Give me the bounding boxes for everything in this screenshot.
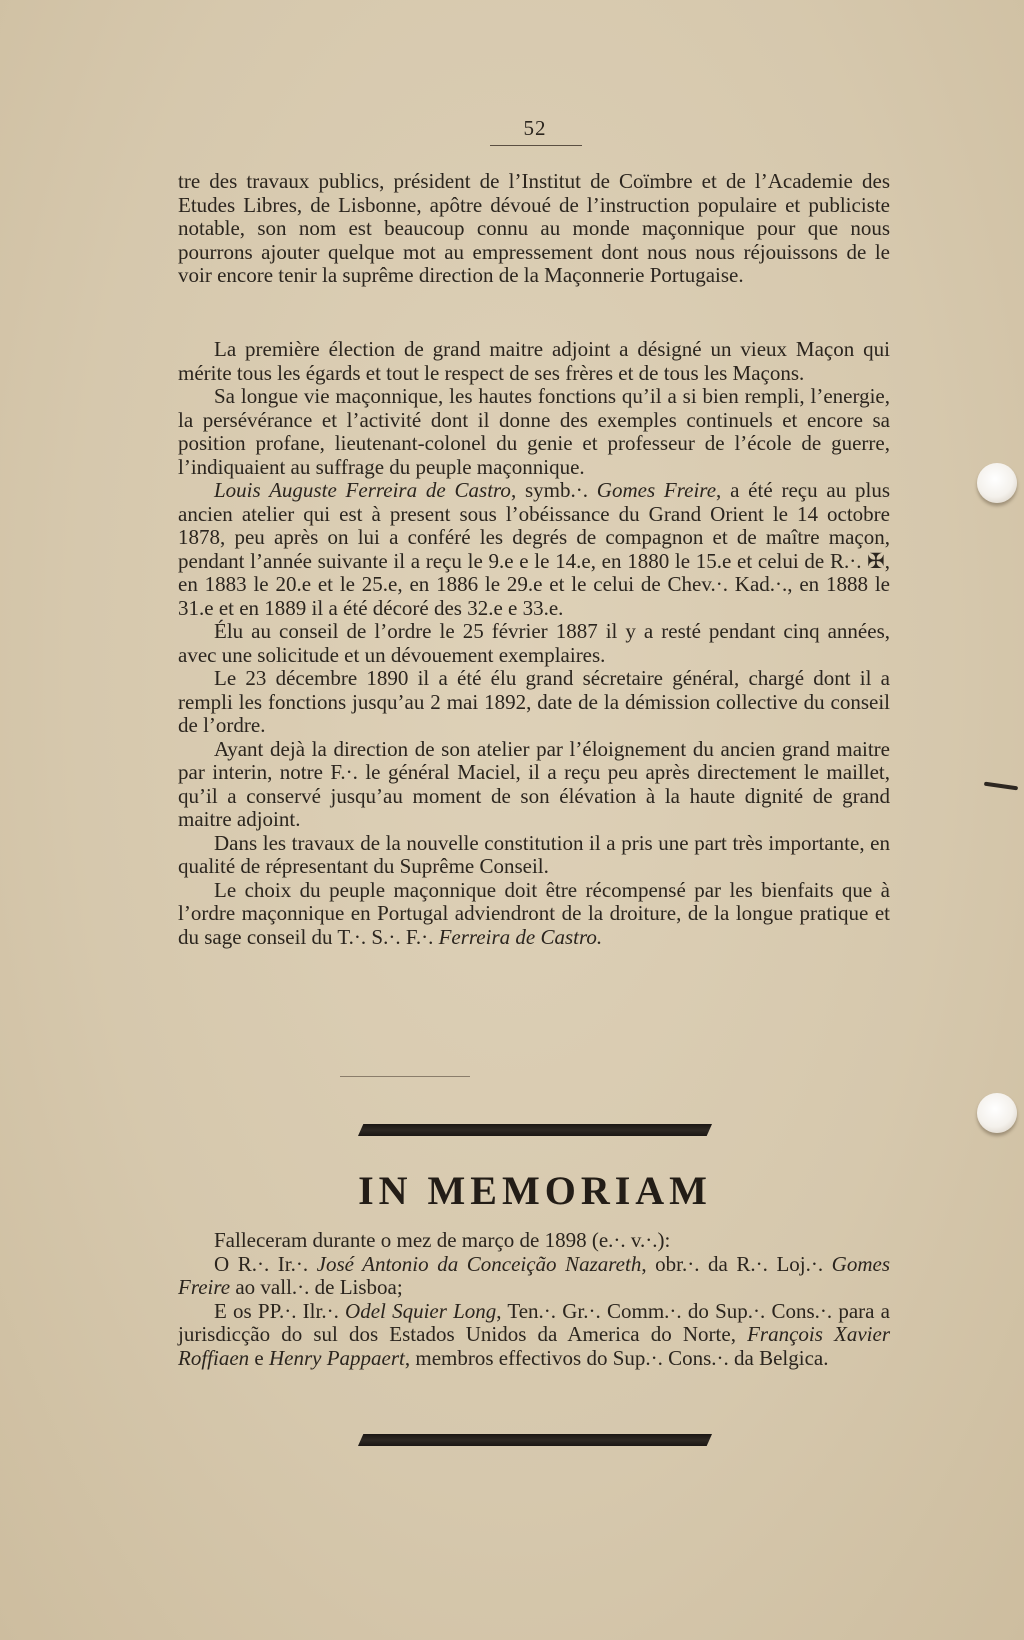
paragraph-continuation: tre des travaux publics, président de l’Institut de Coïmbre et de l’Academie des Etudes Libres, de Lisbonne, apôtre dévoué de l’instruction populaire et publiciste notable, son nom est beaucoup connu au monde maçonnique pour que nous pourrons ajouter quelque mot au empressement dont nous nous réjouissons de le voir encore tenir la suprême direction de la Maçonnerie Portugaise. [178, 169, 890, 287]
lodge-name: Gomes Freire [178, 1251, 890, 1299]
text-run: O R.·. Ir.·. [214, 1251, 317, 1276]
text-run: E os PP.·. Ilr.·. [214, 1298, 346, 1323]
opening-paragraph-block [178, 170, 890, 288]
binder-hole [977, 463, 1017, 503]
text-run: , a été reçu au plus ancien atelier qui est à present sous l’obéissance du Grand Orient le 14 octobre 1878, peu après on lui a conféré les degrés de compagnon et de maître maçon, pendant l’année suivante il a reçu le 9.e e le 14.e, en 1880 le 15.e et celui de R.·. ✠, en 1883 le 20.e et le 25.e, en 1886 le 29.e et le celui de Chev.·. Kad.·., en 1888 le 31.e et en 1889 il a été décoré des 32.e e 33.e. [178, 478, 891, 620]
paragraph-closing [178, 879, 890, 950]
edge-mark [984, 782, 1018, 791]
paragraph-council: Élu au conseil de l’ordre le 25 février 1887 il y a resté pendant cinq années, avec une solicitude et un dévouement exemplaires. [178, 619, 890, 667]
person-name: Louis Auguste Ferreira de Castro [214, 478, 511, 502]
text-run: , symb.·. [510, 478, 597, 502]
person-name: Ferreira de Castro. [438, 924, 603, 949]
memoriam-intro: Falleceram durante o mez de março de 1898 (e.·. v.·.): [214, 1228, 671, 1252]
grand-master-adjoint-section [178, 338, 890, 949]
memoriam-entry-2 [178, 1300, 890, 1371]
text-run: , Ten.·. Gr.·. Comm.·. do Sup.·. Cons.·. para a jurisdicção do sul dos Estados Unidos da America do Norte, [178, 1298, 891, 1346]
page-number-rule [490, 145, 582, 146]
page-number: 52 [523, 116, 547, 140]
paragraph-biography [178, 479, 890, 620]
ornamental-rule-top [358, 1124, 712, 1136]
paragraph-constitution: Dans les travaux de la nouvelle constitution il a pris une part très importante, en qualité de répresentant du Suprême Conseil. [178, 830, 890, 878]
person-name: José Antonio da Conceição Nazareth [316, 1251, 642, 1276]
person-name: François Xavier Roffiaen [178, 1322, 890, 1370]
text-run: e [249, 1345, 269, 1370]
memoriam-entry-1 [178, 1253, 890, 1300]
person-name: Henry Pappaert [268, 1345, 405, 1370]
memoriam-heading: IN MEMORIAM [358, 1168, 712, 1213]
text-run: ao vall.·. de Lisboa; [230, 1275, 403, 1299]
binder-hole [977, 1093, 1017, 1133]
person-name: Odel Squier Long [345, 1298, 497, 1323]
paragraph-lodge-direction: Ayant dejà la direction de son atelier par l’éloignement du ancien grand maitre par interin, notre F.·. le général Maciel, il a reçu peu après directement le maillet, qu’il a conservé jusqu’au moment de son élévation à la haute dignité de grand maitre adjoint. [178, 736, 890, 831]
text-run: , membros effectivos do Sup.·. Cons.·. da Belgica. [404, 1345, 829, 1370]
paragraph-election: La première élection de grand maitre adjoint a désigné un vieux Maçon qui mérite tous les égards et tout le respect de ses frères et de tous les Maçons. [178, 337, 890, 385]
section-end-rule [340, 1076, 470, 1077]
paragraph-secretary: Le 23 décembre 1890 il a été élu grand sécretaire général, chargé dont il a rempli les fonctions jusqu’au 2 mai 1892, date de la démission collective du conseil de l’ordre. [178, 666, 890, 737]
ornamental-rule-bottom [358, 1434, 712, 1446]
memoriam-section [178, 1229, 890, 1370]
symbolic-name: Gomes Freire [596, 478, 717, 502]
text-run: , obr.·. da R.·. Loj.·. [641, 1251, 832, 1276]
paragraph-career: Sa longue vie maçonnique, les hautes fonctions qu’il a si bien rempli, l’energie, la persévérance et l’activité dont il donne des exemples continuels et encore sa position profane, lieutenant-colonel du genie et professeur de l’école de guerre, l’indiquaient au suffrage du peuple maçonnique. [178, 384, 890, 479]
text-run: Le choix du peuple maçonnique doit être récompensé par les bienfaits que à l’ordre maçonnique en Portugal adviendront de la droiture, de la longue pratique et du sage conseil du T.·. S.·. F.·. [178, 877, 890, 949]
